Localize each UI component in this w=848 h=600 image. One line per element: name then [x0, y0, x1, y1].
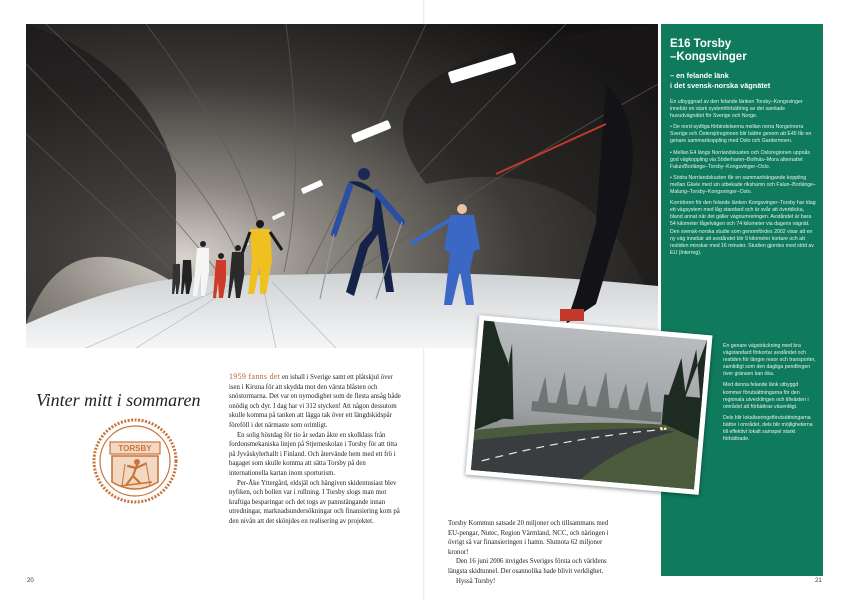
ski-tunnel-photo — [26, 24, 658, 348]
sidebar-paragraph: Korridoren för den felande länken Kongsvinger–Torsby har idag ett vägsystem med låg standard och är svår att överblicka, bland annat när det gäller vägnumreringen. Avståndet är bara 54 kilometer fågelvägen och 74 kilometer via dagens vägnät. Den svensk-norska studie som genomfördes 2002 visar att en ny väg innebär att avståndet blir 9 kilometer kortare och att restiden minskar med 16 minuter. Studien gjordes med stöd av EU (Interreg). — [670, 200, 816, 256]
article-column-2 — [448, 519, 620, 586]
article-paragraph-6: Hysså Torsby! — [456, 577, 496, 585]
sidebar-paragraph: Med denna felande länk utbyggd kommer förutsättningarna för den regionala utvecklingen och tillväxten i området att förbättras väsentligt. — [723, 382, 809, 410]
article-paragraph-5: Den 16 juni 2006 invigdes Sveriges första och världens längsta skidtunnel. Det osannolika hade blivit verklighet. — [448, 558, 607, 575]
sidebar-subtitle: – en felande länk i det svensk-norska vägnätet — [670, 71, 771, 90]
svg-text:TORSBY: TORSBY — [118, 444, 152, 453]
article-paragraph-4: Torsby Kommun satsade 20 miljoner och tillsammans med EU-pengar, Nutec, Region Värmland, NCC, och näringen i övrigt så var finansieringen i hamn. Slutnota 62 miljoner kronor! — [448, 520, 609, 556]
article-paragraph-2: En solig höstdag för tio år sedan åkte en skolklass från fordonsmekaniska linjen på Stjerneskolan i Torsby för att titta på Jyväskylerhallt i Finland. Och återvände hem med ett frö i bagaget som skulle komma att sätta Torsby på den internationella kartan inom sporturism. — [229, 431, 398, 477]
foggy-road-photo — [465, 315, 712, 495]
page-number-right: 21 — [815, 578, 822, 584]
lead-in-text: 1959 fanns det — [229, 372, 281, 381]
sidebar-bullet: • Södra Norrlandskusten får en sammanhängande koppling mellan Gävle med sin utbekade rikshamn och Falun–Borlänge–Malung–Torsby–Kongsvinger–Oslo. — [670, 174, 816, 196]
sidebar-bullet: • Mellan E4 längs Norrlandskusten och Osloregionen uppnås god vägkoppling via Söderhamn–Bollnäs–Mora alternativt Falun/Borlänge–Torsby–Kongsvinger–Oslo. — [670, 149, 810, 170]
article-heading: Vinter mitt i sommaren — [36, 390, 201, 410]
sidebar-paragraph: Dels blir lokaliseringsförutsättningarna bättre i området, dels blir möjligheterna till effektivt lokalt samspel starkt förbättrade. — [723, 414, 813, 443]
sidebar-paragraph: En utbyggnad av den felande länken Torsby–Kongsvinger innebär en stark systemförbättring av det samlade huvudvägnätet för Sverige och Norge. — [670, 99, 803, 120]
sidebar-body — [670, 99, 816, 443]
sidebar-wrapped-text — [723, 343, 816, 447]
sidebar-bullet: • De nord-sydliga förbindelserna mellan norra Norge/norra Sverige och Östersjöregionen blir bättre genom att E45 får en genare sammankoppling med Oslo och Gardermoen. — [670, 124, 812, 145]
article-paragraph-3: Per-Åke Yttergård, eldsjäl och hängiven skidentusiast blev nyfiken, och bollen var i rullning. I Torsby slogs man mot kraftiga besparingar och det togs av pannstängande innan utredningar, marknadsundersökningar och finansiering kom på den nivån att det skönjdes en realisering av projektet. — [229, 479, 400, 525]
page-number-left: 20 — [27, 578, 34, 584]
torsby-stamp-logo — [90, 416, 180, 506]
article-paragraph-1: 1959 fanns det en ishall i Sverige samt ett plåtskjul över isen i Kiruna för att skydda mot den värsta blåsten och snöstormarna. Det var en nymodighet som de flesta ansåg både onödig och dyr. I dag har vi 312 stycken! Att någon dessutom skulle komma på tanken att lägga tak över ett längdskidspår föreföll i det närmaste som orimligt. — [229, 372, 401, 429]
sidebar-paragraph: En genare vägsträckning med bra vägstandard förkortar avståndet och restiden för längre resor och transporter, samtidigt som den dagliga pendlingen över gränsen kan öka. — [723, 343, 816, 378]
article-column-1 — [229, 372, 401, 527]
sidebar-title: E16 Torsby –Kongsvinger — [670, 38, 747, 63]
